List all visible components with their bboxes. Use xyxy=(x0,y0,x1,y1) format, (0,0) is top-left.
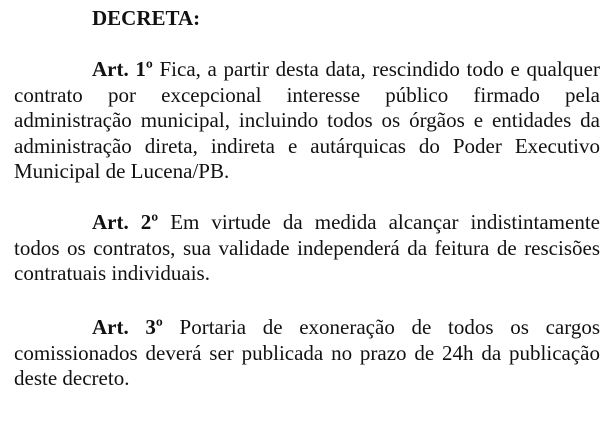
article-1-text: Fica, a partir desta data, rescindido todo e qualquer contrato por excepcional interesse público firmado pela administração municipal, incluindo todos os órgãos e entidades da administração direta, indireta e autárquicas do Poder Executivo Municipal de Lucena/PB. xyxy=(14,57,600,183)
article-2-label: Art. 2º xyxy=(92,210,159,234)
decree-heading: DECRETA: xyxy=(92,6,201,30)
article-1 xyxy=(14,57,600,185)
article-3-text: Portaria de exoneração de todos os cargos comissionados deverá ser publicada no prazo de 24h da publicação deste decreto. xyxy=(14,315,600,390)
article-2 xyxy=(14,210,600,287)
article-3 xyxy=(14,315,600,392)
article-1-label: Art. 1º xyxy=(92,57,153,81)
article-3-label: Art. 3º xyxy=(92,315,163,339)
article-2-text: Em virtude da medida alcançar indistintamente todos os contratos, sua validade independerá da feitura de rescisões contratuais individuais. xyxy=(14,210,600,285)
